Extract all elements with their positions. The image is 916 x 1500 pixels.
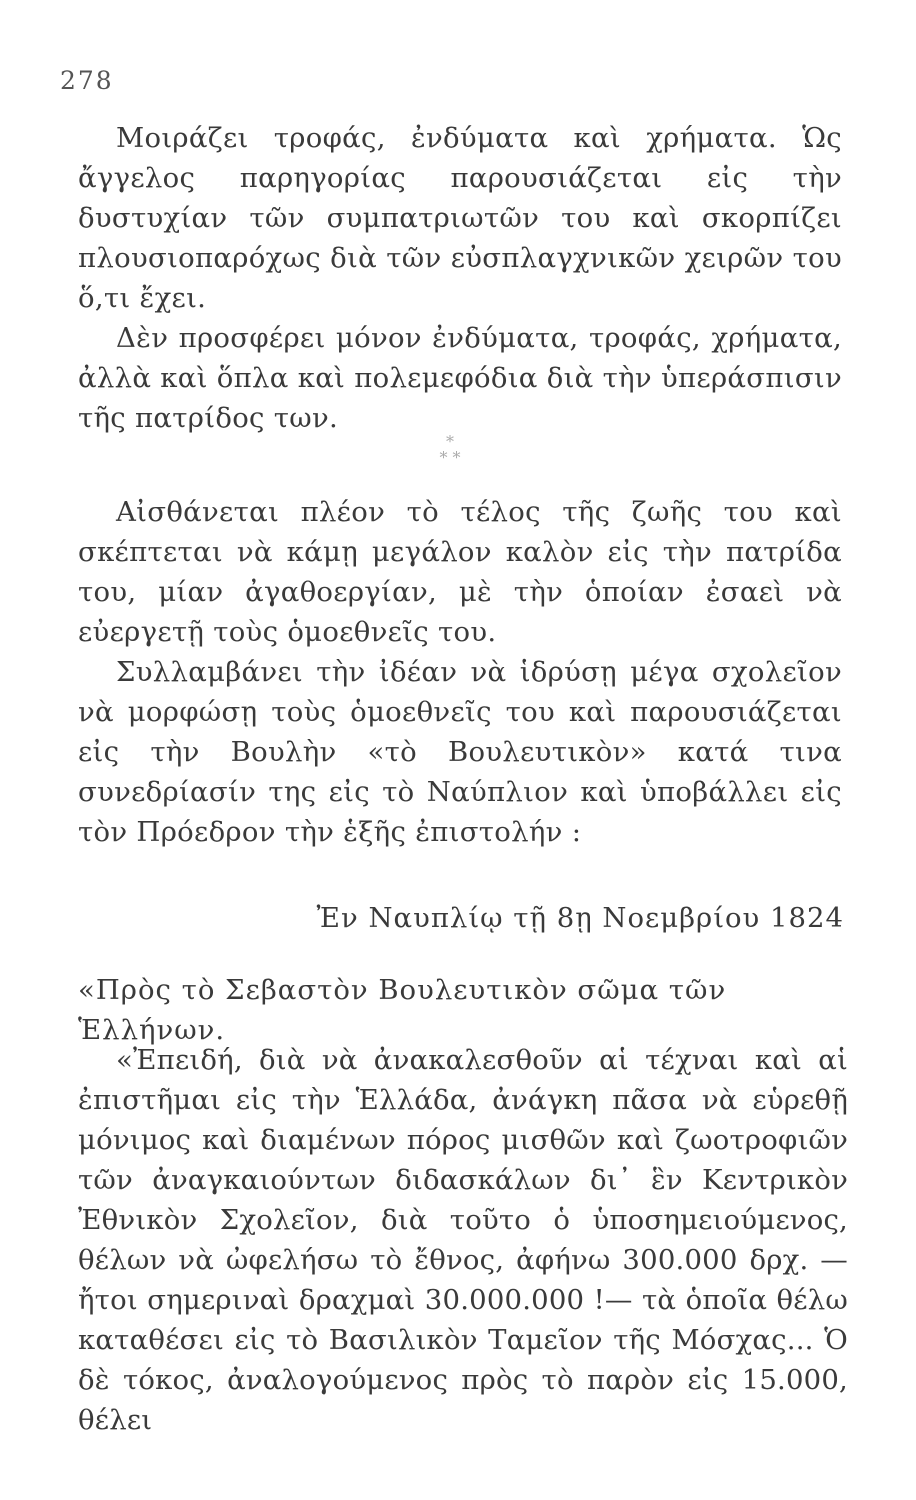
text-block-middle (78, 492, 842, 852)
paragraph-5: «Ἐπειδή, διὰ νὰ ἀνακαλεσθοῦν αἱ τέχναι καὶ αἱ ἐπιστῆμαι εἰς τὴν Ἑλλάδα, ἀνάγκη πᾶσα νὰ εὑρεθῇ μόνιμος καὶ διαμένων πόρος μισθῶν καὶ ζωοτροφιῶν τῶν ἀναγκαιούντων διδασκάλων δι᾽ ἓν Κεντρικὸν Ἐθνικὸν Σχολεῖον, διὰ τοῦτο ὁ ὑποσημειούμενος, θέλων νὰ ὠφελήσω τὸ ἔθνος, ἀφήνω 300.000 δρχ. —ἤτοι σημεριναὶ δραχμαὶ 30.000.000 !— τὰ ὁποῖα θέλω καταθέσει εἰς τὸ Βασιλικὸν Ταμεῖον τῆς Μόσχας... Ὁ δὲ τόκος, ἀναλογούμενος πρὸς τὸ παρὸν εἰς 15.000, θέλει (78, 1044, 848, 1436)
text-block-letter (78, 1040, 848, 1440)
letter-address: «Πρὸς τὸ Σεβαστὸν Βουλευτικὸν σῶμα τῶν Ἑλλήνων. (78, 974, 727, 1046)
page-number: 278 (60, 66, 114, 95)
asterism-separator (420, 434, 480, 466)
paragraph-3: Αἰσθάνεται πλέον τὸ τέλος τῆς ζωῆς του καὶ σκέπτεται νὰ κάμῃ μεγάλον καλὸν εἰς τὴν πατρίδα του, μίαν ἀγαθοεργίαν, μὲ τὴν ὁποίαν ἐσαεὶ νὰ εὐεργετῇ τοὺς ὁμοεθνεῖς του. (78, 496, 842, 648)
text-block-top (78, 118, 842, 438)
asterism-top: * (446, 432, 454, 451)
letter-place-date: Ἐν Ναυπλίῳ τῇ 8ῃ Νοεμβρίου 1824 (316, 902, 844, 934)
paragraph-2: Δὲν προσφέρει μόνον ἐνδύματα, τροφάς, χρήματα, ἀλλὰ καὶ ὅπλα καὶ πολεμεφόδια διὰ τὴν ὑπεράσπισιν τῆς πατρίδος των. (78, 322, 842, 434)
paragraph-1: Μοιράζει τροφάς, ἐνδύματα καὶ χρήματα. Ὡς ἄγγελος παρηγορίας παρουσιάζεται εἰς τὴν δυστυχίαν τῶν συμπατριωτῶν του καὶ σκορπίζει πλουσιοπαρόχως διὰ τῶν εὐσπλαγχνικῶν χειρῶν του ὅ,τι ἔχει. (78, 122, 842, 314)
asterism-bottom: * * (439, 448, 461, 467)
paragraph-4: Συλλαμβάνει τὴν ἰδέαν νὰ ἱδρύσῃ μέγα σχολεῖον νὰ μορφώσῃ τοὺς ὁμοεθνεῖς του καὶ παρουσιάζεται εἰς τὴν Βουλὴν «τὸ Βουλευτικὸν» κατά τινα συνεδρίασίν της εἰς τὸ Ναύπλιον καὶ ὑποβάλλει εἰς τὸν Πρόεδρον τὴν ἑξῆς ἐπιστολήν : (78, 656, 842, 848)
